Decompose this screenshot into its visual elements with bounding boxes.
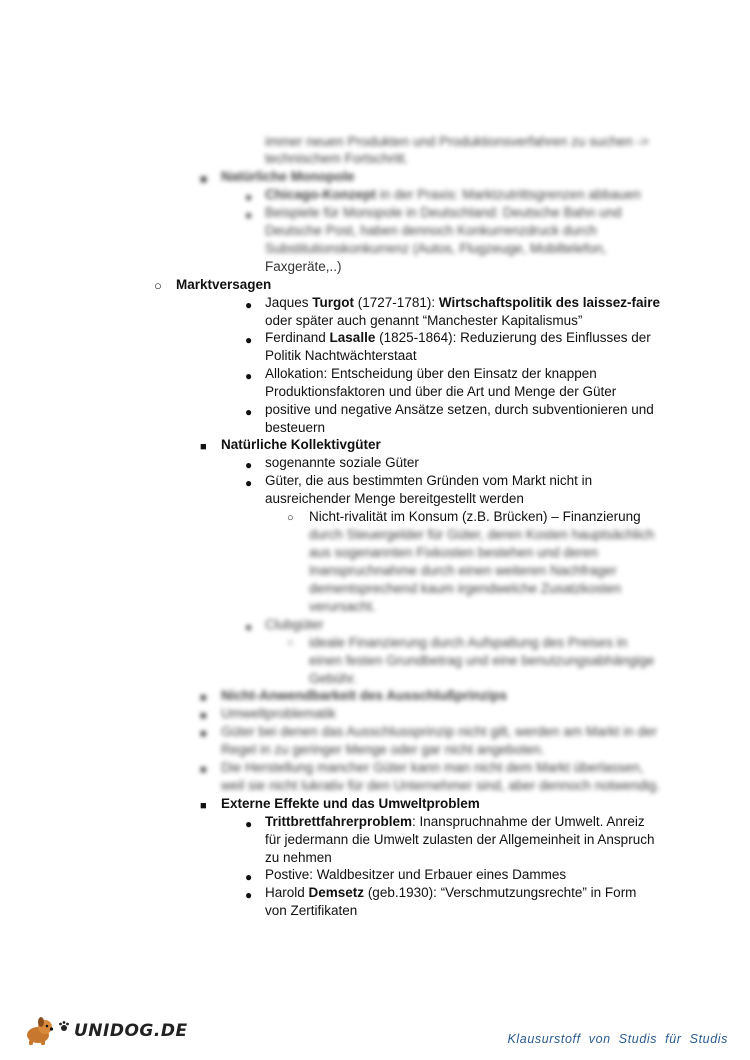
circle-bullet-icon: ○: [287, 637, 294, 649]
blurred-text-line: immer neuen Produkten und Produktionsverfahren zu suchen ->: [265, 134, 649, 149]
partial-text-line: Faxgeräte,..): [265, 259, 342, 274]
footer-tagline: Klausurstoff von Studis für Studis: [507, 1032, 728, 1046]
dot-bullet-icon: ●: [245, 208, 253, 222]
list-item-continuation: Produktionsfaktoren und über die Art und Menge der Güter: [265, 384, 617, 399]
dot-bullet-icon: ●: [245, 190, 253, 204]
list-item: positive und negative Ansätze setzen, durch subventionieren und: [265, 402, 654, 417]
section-heading-externe-effekte: Externe Effekte und das Umweltproblem: [221, 796, 480, 811]
dot-bullet-icon: ●: [245, 405, 253, 419]
list-item-continuation: von Zertifikaten: [265, 903, 358, 918]
list-item: Jaques Turgot (1727-1781): Wirtschaftspolitik des laissez-faire: [265, 295, 661, 310]
blurred-text-line: aus sogenannten Fixkosten bestehen und deren: [309, 545, 598, 560]
dot-bullet-icon: ●: [245, 476, 253, 490]
square-bullet-icon: ■: [200, 728, 207, 740]
blurred-text-line: Umweltproblematik: [221, 706, 336, 721]
square-bullet-icon: ■: [200, 172, 208, 186]
blurred-text-line: Beispiele für Monopole in Deutschland: Deutsche Bahn und: [265, 205, 622, 220]
logo-text: UNIDOG.DE: [74, 1021, 188, 1041]
dog-mascot-icon: [22, 1016, 56, 1046]
blurred-text-line: weil sie nicht lukrativ für den Unternehmer sind, aber dennoch notwendig.: [221, 778, 660, 793]
blurred-text-line: dementsprechend kaum irgendwelche Zusatzkosten: [309, 581, 622, 596]
blurred-text-line: Deutsche Post, haben dennoch Konkurrenzdruck durch: [265, 223, 597, 238]
dot-bullet-icon: ●: [245, 888, 253, 902]
square-bullet-icon: ■: [200, 764, 207, 776]
sub-list-item: Nicht-rivalität im Konsum (z.B. Brücken) – Finanzierung: [309, 509, 641, 524]
square-bullet-icon: ■: [200, 710, 207, 722]
dot-bullet-icon: ●: [245, 817, 253, 831]
list-item-continuation: zu nehmen: [265, 850, 332, 865]
section-heading-marktversagen: Marktversagen: [176, 277, 272, 292]
dot-bullet-icon: ●: [245, 870, 253, 884]
dot-bullet-icon: ●: [245, 458, 253, 472]
square-bullet-icon: ■: [200, 800, 207, 812]
circle-bullet-icon: ○: [154, 278, 162, 293]
blurred-text-line: technischem Fortschritt.: [265, 151, 409, 166]
blurred-text-line: durch Steuergelder für Güter, deren Kosten hauptsächlich: [309, 527, 655, 542]
blurred-text-line: Chicago-Konzept in der Praxis: Marktzutrittsgrenzen abbauen: [265, 187, 641, 202]
blurred-text-line: einen festen Grundbetrag und eine benutzungsabhängige: [309, 653, 655, 668]
blurred-text-line: Gebühr.: [309, 671, 358, 686]
blurred-text-line: verursacht.: [309, 599, 376, 614]
blurred-text-line: Clubgüter: [265, 617, 324, 632]
section-heading-kollektivgueter: Natürliche Kollektivgüter: [221, 437, 381, 452]
dot-bullet-icon: ●: [245, 369, 253, 383]
list-item-continuation: ausreichender Menge bereitgestellt werden: [265, 491, 524, 506]
list-item: Postive: Waldbesitzer und Erbauer eines Dammes: [265, 867, 567, 882]
circle-bullet-icon: ○: [287, 512, 294, 524]
unidog-logo[interactable]: [22, 1016, 188, 1046]
paw-icon: [58, 1020, 70, 1032]
blurred-text-line: Substitutionskonkurrenz (Autos, Flugzeuge, Mobiltelefon,: [265, 241, 607, 256]
dot-bullet-icon: ●: [245, 298, 253, 312]
list-item-continuation: Politik Nachtwächterstaat: [265, 348, 417, 363]
blurred-text-line: Güter bei denen das Ausschlussprinzip nicht gilt, werden am Markt in der: [221, 724, 657, 739]
dot-bullet-icon: ●: [245, 333, 253, 347]
list-item: Ferdinand Lasalle (1825-1864): Reduzierung des Einflusses der: [265, 330, 651, 345]
blurred-text-line: Regel in zu geringer Menge oder gar nicht angeboten.: [221, 742, 545, 757]
list-item: Güter, die aus bestimmten Gründen vom Markt nicht in: [265, 473, 593, 488]
square-bullet-icon: ■: [200, 692, 207, 704]
list-item: sogenannte soziale Güter: [265, 455, 419, 470]
blurred-text-line: ideale Finanzierung durch Aufspaltung des Preises in: [309, 635, 628, 650]
blurred-heading: Nicht-Anwendbarkeit des Ausschlußprinzips: [221, 688, 508, 703]
blurred-heading: Natürliche Monopole: [221, 169, 355, 184]
list-item: Trittbrettfahrerproblem: Inanspruchnahme der Umwelt. Anreiz: [265, 814, 645, 829]
dot-bullet-icon: ●: [245, 620, 253, 634]
list-item-continuation: oder später auch genannt “Manchester Kapitalismus”: [265, 313, 583, 328]
square-bullet-icon: ■: [200, 441, 207, 453]
list-item: Harold Demsetz (geb.1930): “Verschmutzungsrechte” in Form: [265, 885, 637, 900]
list-item-continuation: für jedermann die Umwelt zulasten der Allgemeinheit in Anspruch: [265, 832, 655, 847]
list-item-continuation: besteuern: [265, 420, 326, 435]
blurred-text-line: Inanspruchnahme durch einen weiteren Nachfrager: [309, 563, 617, 578]
list-item: Allokation: Entscheidung über den Einsatz der knappen: [265, 366, 597, 381]
blurred-text-line: Die Herstellung mancher Güter kann man nicht dem Markt überlassen,: [221, 760, 644, 775]
